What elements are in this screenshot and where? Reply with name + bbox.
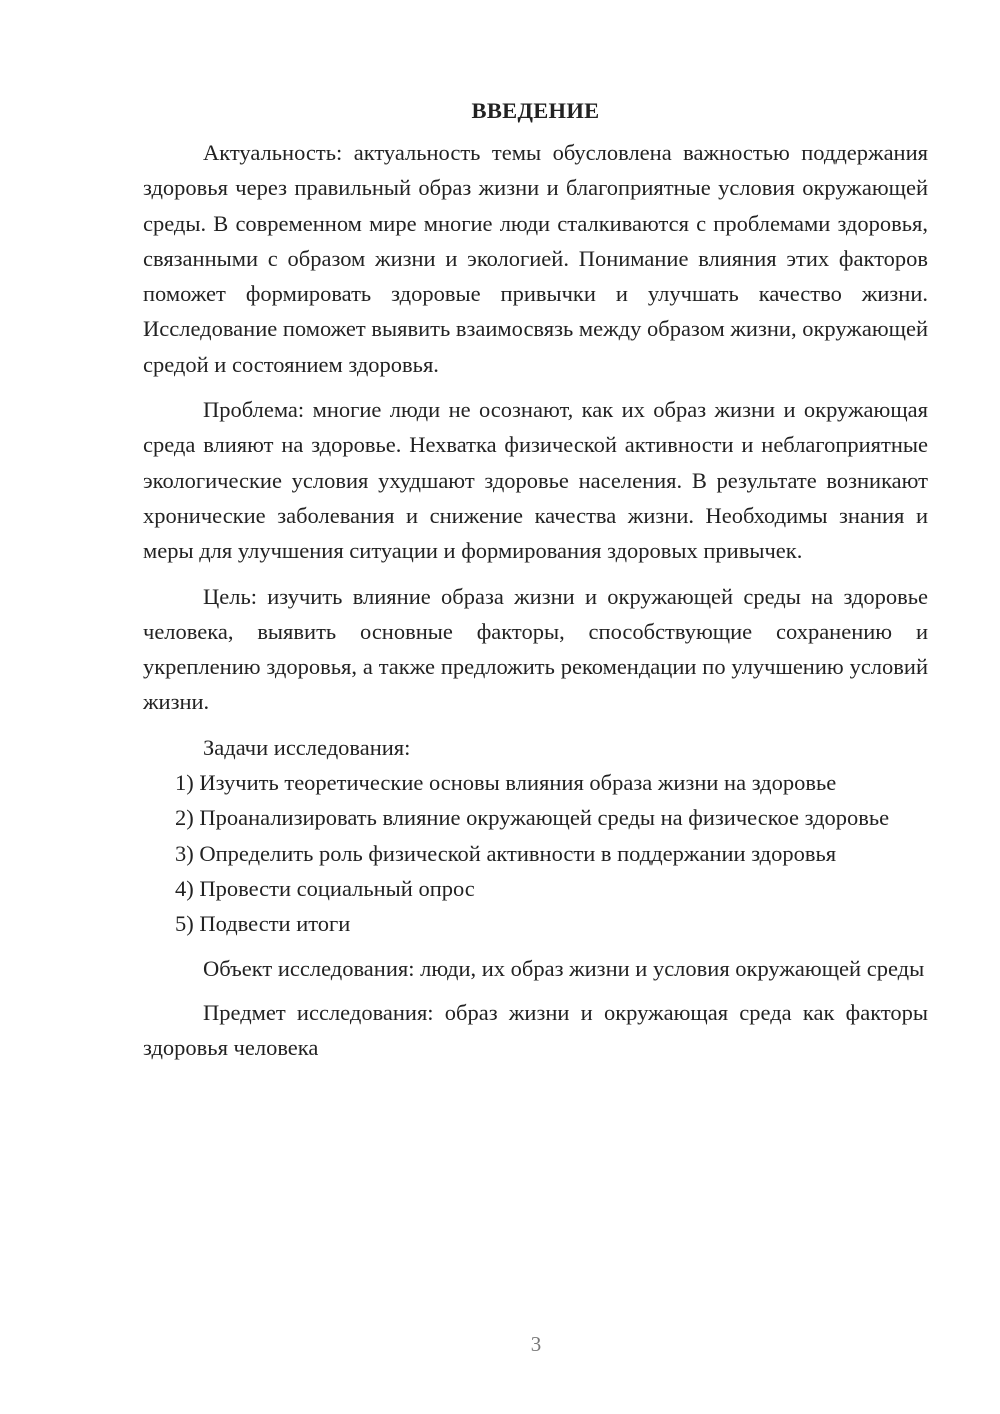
relevance-paragraph: Актуальность: актуальность темы обусловлена важностью поддержания здоровья через правильный образ жизни и благоприятные условия окружающей среды. В современном мире многие люди сталкиваются с проблемами здоровья, связанными с образом жизни и экологией. Понимание влияния этих факторов поможет формировать здоровые привычки и улучшать качество жизни. Исследование поможет выявить взаимосвязь между образом жизни, окружающей средой и состоянием здоровья. xyxy=(143,140,928,377)
object-paragraph: Объект исследования: люди, их образ жизни и условия окружающей среды xyxy=(203,955,925,981)
task-item: 3) Определить роль физической активности в поддержании здоровья xyxy=(175,840,837,866)
page-content xyxy=(143,93,928,1065)
subject-paragraph: Предмет исследования: образ жизни и окружающая среда как факторы здоровья человека xyxy=(143,999,928,1061)
task-item: 1) Изучить теоретические основы влияния образа жизни на здоровье xyxy=(175,770,837,796)
task-item: 2) Проанализировать влияние окружающей среды на физическое здоровье xyxy=(175,805,890,831)
task-item: 4) Провести социальный опрос xyxy=(175,875,475,901)
task-item: 5) Подвести итоги xyxy=(175,911,351,937)
page-number: 3 xyxy=(530,1332,542,1356)
goal-paragraph: Цель: изучить влияние образа жизни и окружающей среды на здоровье человека, выявить основные факторы, способствующие сохранению и укреплению здоровья, а также предложить рекомендации по улучшению условий жизни. xyxy=(143,583,928,715)
problem-paragraph: Проблема: многие люди не осознают, как их образ жизни и окружающая среда влияют на здоровье. Нехватка физической активности и неблагоприятные экологические условия ухудшают здоровье населения. В результате возникают хронические заболевания и снижение качества жизни. Необходимы знания и меры для улучшения ситуации и формирования здоровых привычек. xyxy=(143,397,928,564)
tasks-heading: Задачи исследования: xyxy=(203,734,411,760)
section-title: ВВЕДЕНИЕ xyxy=(471,98,600,123)
